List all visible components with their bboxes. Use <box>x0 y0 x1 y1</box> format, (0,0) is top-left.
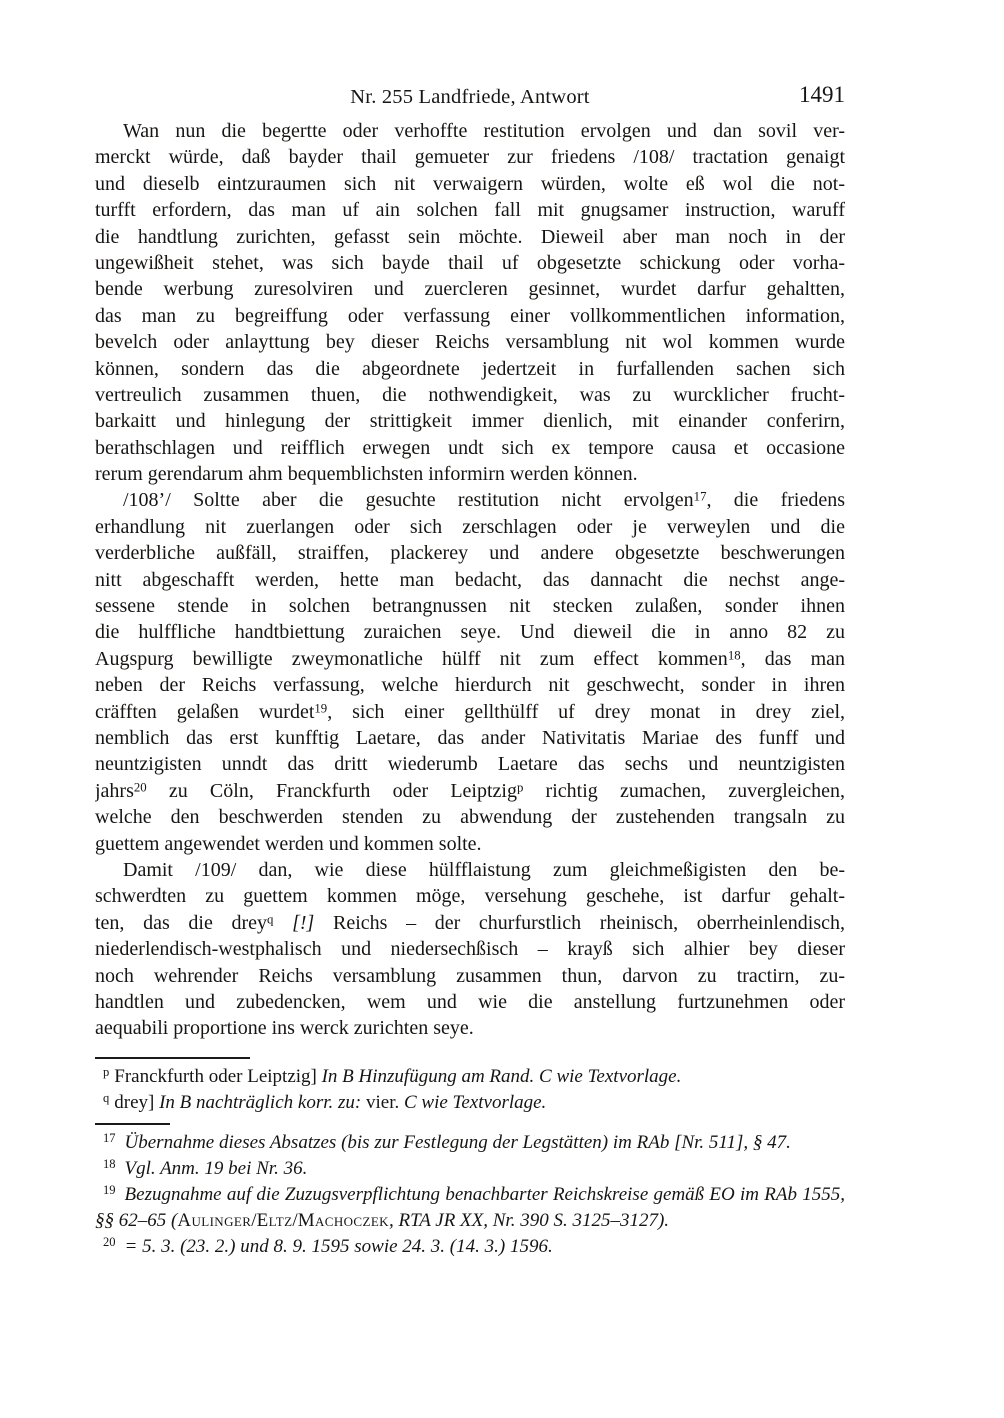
text-line <box>95 487 845 513</box>
text-line <box>95 567 845 593</box>
text-line <box>95 171 845 197</box>
footnote <box>95 1234 845 1260</box>
note-reference: p <box>103 1065 110 1080</box>
footnotes-block <box>95 1130 845 1260</box>
text-line <box>95 699 845 725</box>
text-line <box>95 356 845 382</box>
text-line <box>95 435 845 461</box>
footnote-separator-rule <box>95 1123 170 1125</box>
text-line <box>95 224 845 250</box>
text-segment: die hulffliche handtbiettung zuraichen seye. Und dieweil die in anno 82 zu <box>95 621 845 644</box>
paragraph <box>95 857 845 1042</box>
text-segment: rerum gerendarum ahm bequemblichsten informirn werden können. <box>95 463 638 486</box>
text-segment: , das man <box>740 647 845 670</box>
text-segment: richtig zumachen, zuvergleichen, <box>523 779 845 802</box>
text-segment: Wan nun die begertte oder verhoffte restitution ervolgen und dan sovil ver- <box>123 120 845 142</box>
text-segment: / <box>251 1209 257 1231</box>
text-segment: cräfften gelaßen wurdet <box>95 700 315 723</box>
text-segment: Übernahme dieses Absatzes (bis zur Festlegung der Legstätten) im RAb [Nr. 511], § 47. <box>124 1131 791 1153</box>
text-segment: zu Cöln, Franckfurth oder Leiptzig <box>146 779 517 802</box>
text-segment: Aulinger <box>177 1209 252 1231</box>
body-text <box>95 118 845 1042</box>
text-line <box>95 144 845 170</box>
text-segment: turfft erfordern, das man uf ain solchen fall mit gnugsamer instruction, waruff <box>95 199 845 222</box>
text-line <box>95 118 845 144</box>
text-segment: neben der Reichs verfassung, welche hierdurch nit geschwecht, sonder in ihren <box>95 674 845 697</box>
text-segment: vier. <box>361 1091 400 1113</box>
text-line <box>95 382 845 408</box>
text-line <box>95 1208 845 1234</box>
note-reference: 18 <box>103 1157 116 1172</box>
running-header <box>95 84 845 110</box>
text-segment: können, sondern das die abgeordnete jedertzeit in furfallenden sachen sich <box>95 357 845 380</box>
text-segment: = 5. 3. (23. 2.) und 8. 9. 1595 sowie 24. 3. (14. 3.) 1596. <box>124 1235 553 1257</box>
text-segment: ten, das die drey <box>95 911 268 934</box>
note-reference: 19 <box>103 1183 116 1198</box>
text-line <box>95 197 845 223</box>
text-segment: bevelch oder anlayttung bey dieser Reichs versamblung nit wol kommen wurde <box>95 331 845 354</box>
text-line <box>95 593 845 619</box>
text-segment: Eltz <box>256 1209 293 1231</box>
text-line <box>95 804 845 830</box>
text-segment: C wie Textvorlage. <box>399 1091 547 1113</box>
text-segment: schwerdten zu guettem kommen möge, versehung geschehe, ist darfur gehalt- <box>95 885 845 908</box>
text-line <box>95 329 845 355</box>
footnote <box>95 1182 845 1234</box>
text-segment: Franckfurth oder Leiptzig] <box>114 1065 317 1087</box>
note-reference: 20 <box>103 1235 116 1250</box>
note-reference: 20 <box>133 780 147 795</box>
text-segment: In B nachträglich korr. zu: <box>154 1091 362 1113</box>
note-reference: 18 <box>727 648 741 663</box>
paragraph <box>95 487 845 856</box>
text-segment: /108’/ Soltte aber die gesuchte restitution nicht ervolgen <box>123 489 694 512</box>
text-line <box>95 461 845 487</box>
text-segment: noch wehrender Reichs versamblung zusammen thun, darvon zu tractirn, zu- <box>95 964 845 987</box>
text-segment: / <box>292 1209 298 1231</box>
text-line <box>95 1182 845 1208</box>
text-line <box>95 250 845 276</box>
text-segment: neuntzigisten unndt das dritt wiederumb Laetare das sechs und neuntzigisten <box>95 753 845 776</box>
text-segment: vertreulich zusammen thuen, die nothwendigkeit, was zu wurcklicher frucht- <box>95 383 845 406</box>
text-line <box>95 831 845 857</box>
text-segment: niederlendisch-westphalisch und niedersechßisch – krayß sich alhier bey dieser <box>95 938 845 961</box>
note-reference: 17 <box>693 490 707 505</box>
text-line <box>95 646 845 672</box>
text-segment: Reichs – der churfurstlich rheinisch, oberrheinlendisch, <box>314 911 845 934</box>
note-reference: 19 <box>314 701 328 716</box>
note-reference: q <box>267 912 274 927</box>
text-segment: aequabili proportione ins werck zurichten seye. <box>95 1017 474 1040</box>
text-line <box>95 989 845 1015</box>
note-reference: q <box>103 1091 110 1106</box>
text-line <box>95 1234 845 1260</box>
text-line <box>95 778 845 804</box>
text-line <box>95 1064 845 1090</box>
text-segment: Damit /109/ dan, wie diese hülfflaistung zum gleichmeßigisten den be- <box>123 858 845 881</box>
text-segment: jahrs <box>95 779 134 802</box>
text-segment: berathschlagen und reifflich erwegen undt sich ex tempore causa et occasione <box>95 436 845 459</box>
text-line <box>95 619 845 645</box>
text-segment: sessene stende in solchen betrangnussen nit stecken zulaßen, sonder ihnen <box>95 595 845 618</box>
text-line <box>95 963 845 989</box>
text-segment: nitt abgeschafft werden, hette man bedacht, das dannacht die nechst ange- <box>95 568 845 591</box>
text-column <box>95 84 845 1260</box>
text-segment: guettem angewendet werden und kommen solte. <box>95 832 482 855</box>
text-segment: bende werbung zuresolviren und zuercleren gesinnet, wurdet darfur gehaltten, <box>95 278 845 301</box>
text-segment: barkaitt und hinlegung der strittigkeit immer dienlich, mit einander conferirn, <box>95 410 845 433</box>
text-segment: Bezugnahme auf die Zuzugsverpflichtung benachbarter Reichskreise gemäß EO im RAb 1555, <box>124 1183 845 1205</box>
text-line <box>95 751 845 777</box>
apparatus-separator-rule <box>95 1057 250 1059</box>
text-segment <box>273 912 292 934</box>
text-segment: erhandlung nit zuerlangen oder sich zerschlagen oder je verweylen und die <box>95 515 845 538</box>
text-segment: das man zu begreiffung oder verfassung einer vollkommentlichen information, <box>95 304 845 327</box>
critical-apparatus <box>95 1064 845 1116</box>
text-line <box>95 883 845 909</box>
text-line <box>95 1130 845 1156</box>
page-number: 1491 <box>799 82 845 107</box>
text-segment: , RTA JR XX, Nr. 390 S. 3125–3127). <box>388 1209 670 1231</box>
text-segment: und dieselb eintzuraumen sich nit verwaigern würden, wolte eß wol die not- <box>95 172 845 195</box>
note-reference: p <box>516 780 524 795</box>
text-line <box>95 1156 845 1182</box>
text-segment: welche den beschwerden stenden zu abwendung der zustehenden trangsaln zu <box>95 806 845 829</box>
text-line <box>95 725 845 751</box>
note-reference: 17 <box>103 1131 116 1146</box>
text-line <box>95 910 845 936</box>
text-line <box>95 936 845 962</box>
text-line <box>95 276 845 302</box>
paragraph <box>95 118 845 487</box>
text-segment: Augspurg bewilligte zweymonatliche hülff nit zum effect kommen <box>95 647 728 670</box>
text-segment: §§ 62–65 ( <box>95 1209 178 1231</box>
text-segment: merckt würde, daß bayder thail gemueter zur friedens /108/ tractation genaigt <box>95 146 845 169</box>
text-segment: handtlen und zubedencken, wem und wie die anstellung furtzunehmen oder <box>95 990 845 1013</box>
text-line <box>95 1090 845 1116</box>
footnote <box>95 1130 845 1156</box>
text-segment: verderbliche außfäll, straiffen, plackerey und andere obgesetzte beschwerungen <box>95 542 845 565</box>
text-segment: Machoczek <box>297 1209 389 1231</box>
text-segment: In B Hinzufügung am Rand. C wie Textvorlage. <box>316 1065 682 1087</box>
text-line <box>95 514 845 540</box>
text-segment: die handtlung zurichten, gefasst sein möchte. Dieweil aber man noch in der <box>95 225 845 248</box>
text-segment: , sich einer gellthülff uf drey monat in drey ziel, <box>327 700 845 723</box>
text-segment: , die friedens <box>706 489 845 512</box>
text-line <box>95 672 845 698</box>
text-line <box>95 408 845 434</box>
text-line <box>95 1015 845 1041</box>
text-segment: drey] <box>114 1091 155 1113</box>
footnote <box>95 1156 845 1182</box>
text-segment: Vgl. Anm. 19 bei Nr. 36. <box>124 1157 308 1179</box>
text-line <box>95 857 845 883</box>
text-segment: nemblich das erst kunfftig Laetare, das ander Nativitatis Mariae des funff und <box>95 726 845 749</box>
text-line <box>95 303 845 329</box>
header-title: Nr. 255 Landfriede, Antwort <box>350 86 590 108</box>
text-segment: ungewißheit stehet, was sich bayde thail uf obgesetzte schickung oder vorha- <box>95 251 845 274</box>
text-segment: [!] <box>292 911 315 934</box>
text-line <box>95 540 845 566</box>
